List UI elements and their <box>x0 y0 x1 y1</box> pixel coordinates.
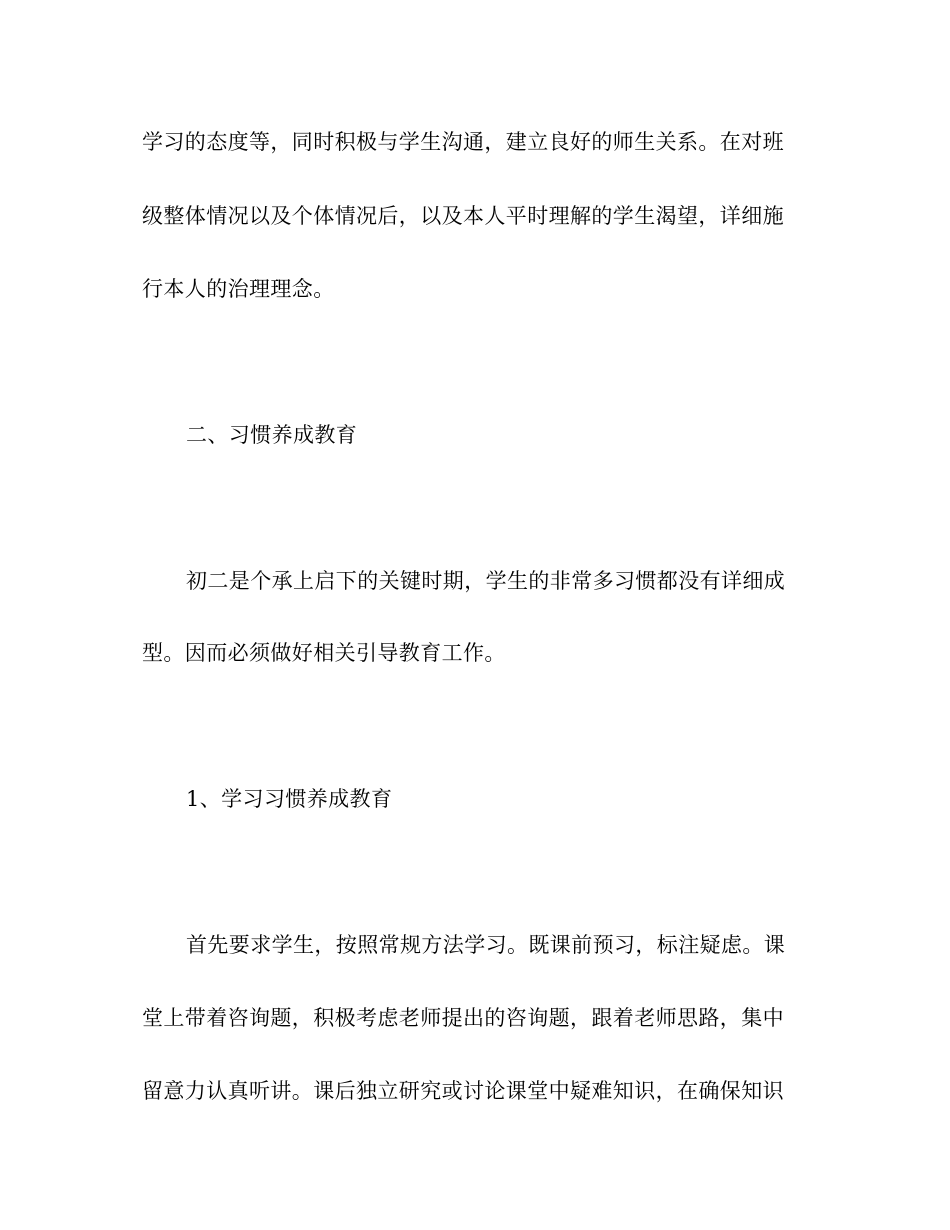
subheading-study-habit: 1、学习习惯养成教育 <box>186 787 393 811</box>
section-heading-habit-education: 二、习惯养成教育 <box>186 423 358 447</box>
paragraph-3-line-2: 堂上带着咨询题，积极考虑老师提出的咨询题，跟着老师思路，集中 <box>142 1006 784 1030</box>
paragraph-1-line-2: 级整体情况以及个体情况后，以及本人平时理解的学生渴望，详细施 <box>142 204 784 228</box>
paragraph-2-line-1: 初二是个承上启下的关键时期，学生的非常多习惯都没有详细成 <box>186 569 786 593</box>
paragraph-3-line-3: 留意力认真听讲。课后独立研究或讨论课堂中疑难知识，在确保知识 <box>142 1079 784 1103</box>
paragraph-2-line-2: 型。因而必须做好相关引导教育工作。 <box>142 641 506 665</box>
paragraph-1-line-3: 行本人的治理理念。 <box>142 277 335 301</box>
paragraph-3-line-1: 首先要求学生，按照常规方法学习。既课前预习，标注疑虑。课 <box>186 933 786 957</box>
paragraph-1-line-1: 学习的态度等，同时积极与学生沟通，建立良好的师生关系。在对班 <box>142 130 784 154</box>
